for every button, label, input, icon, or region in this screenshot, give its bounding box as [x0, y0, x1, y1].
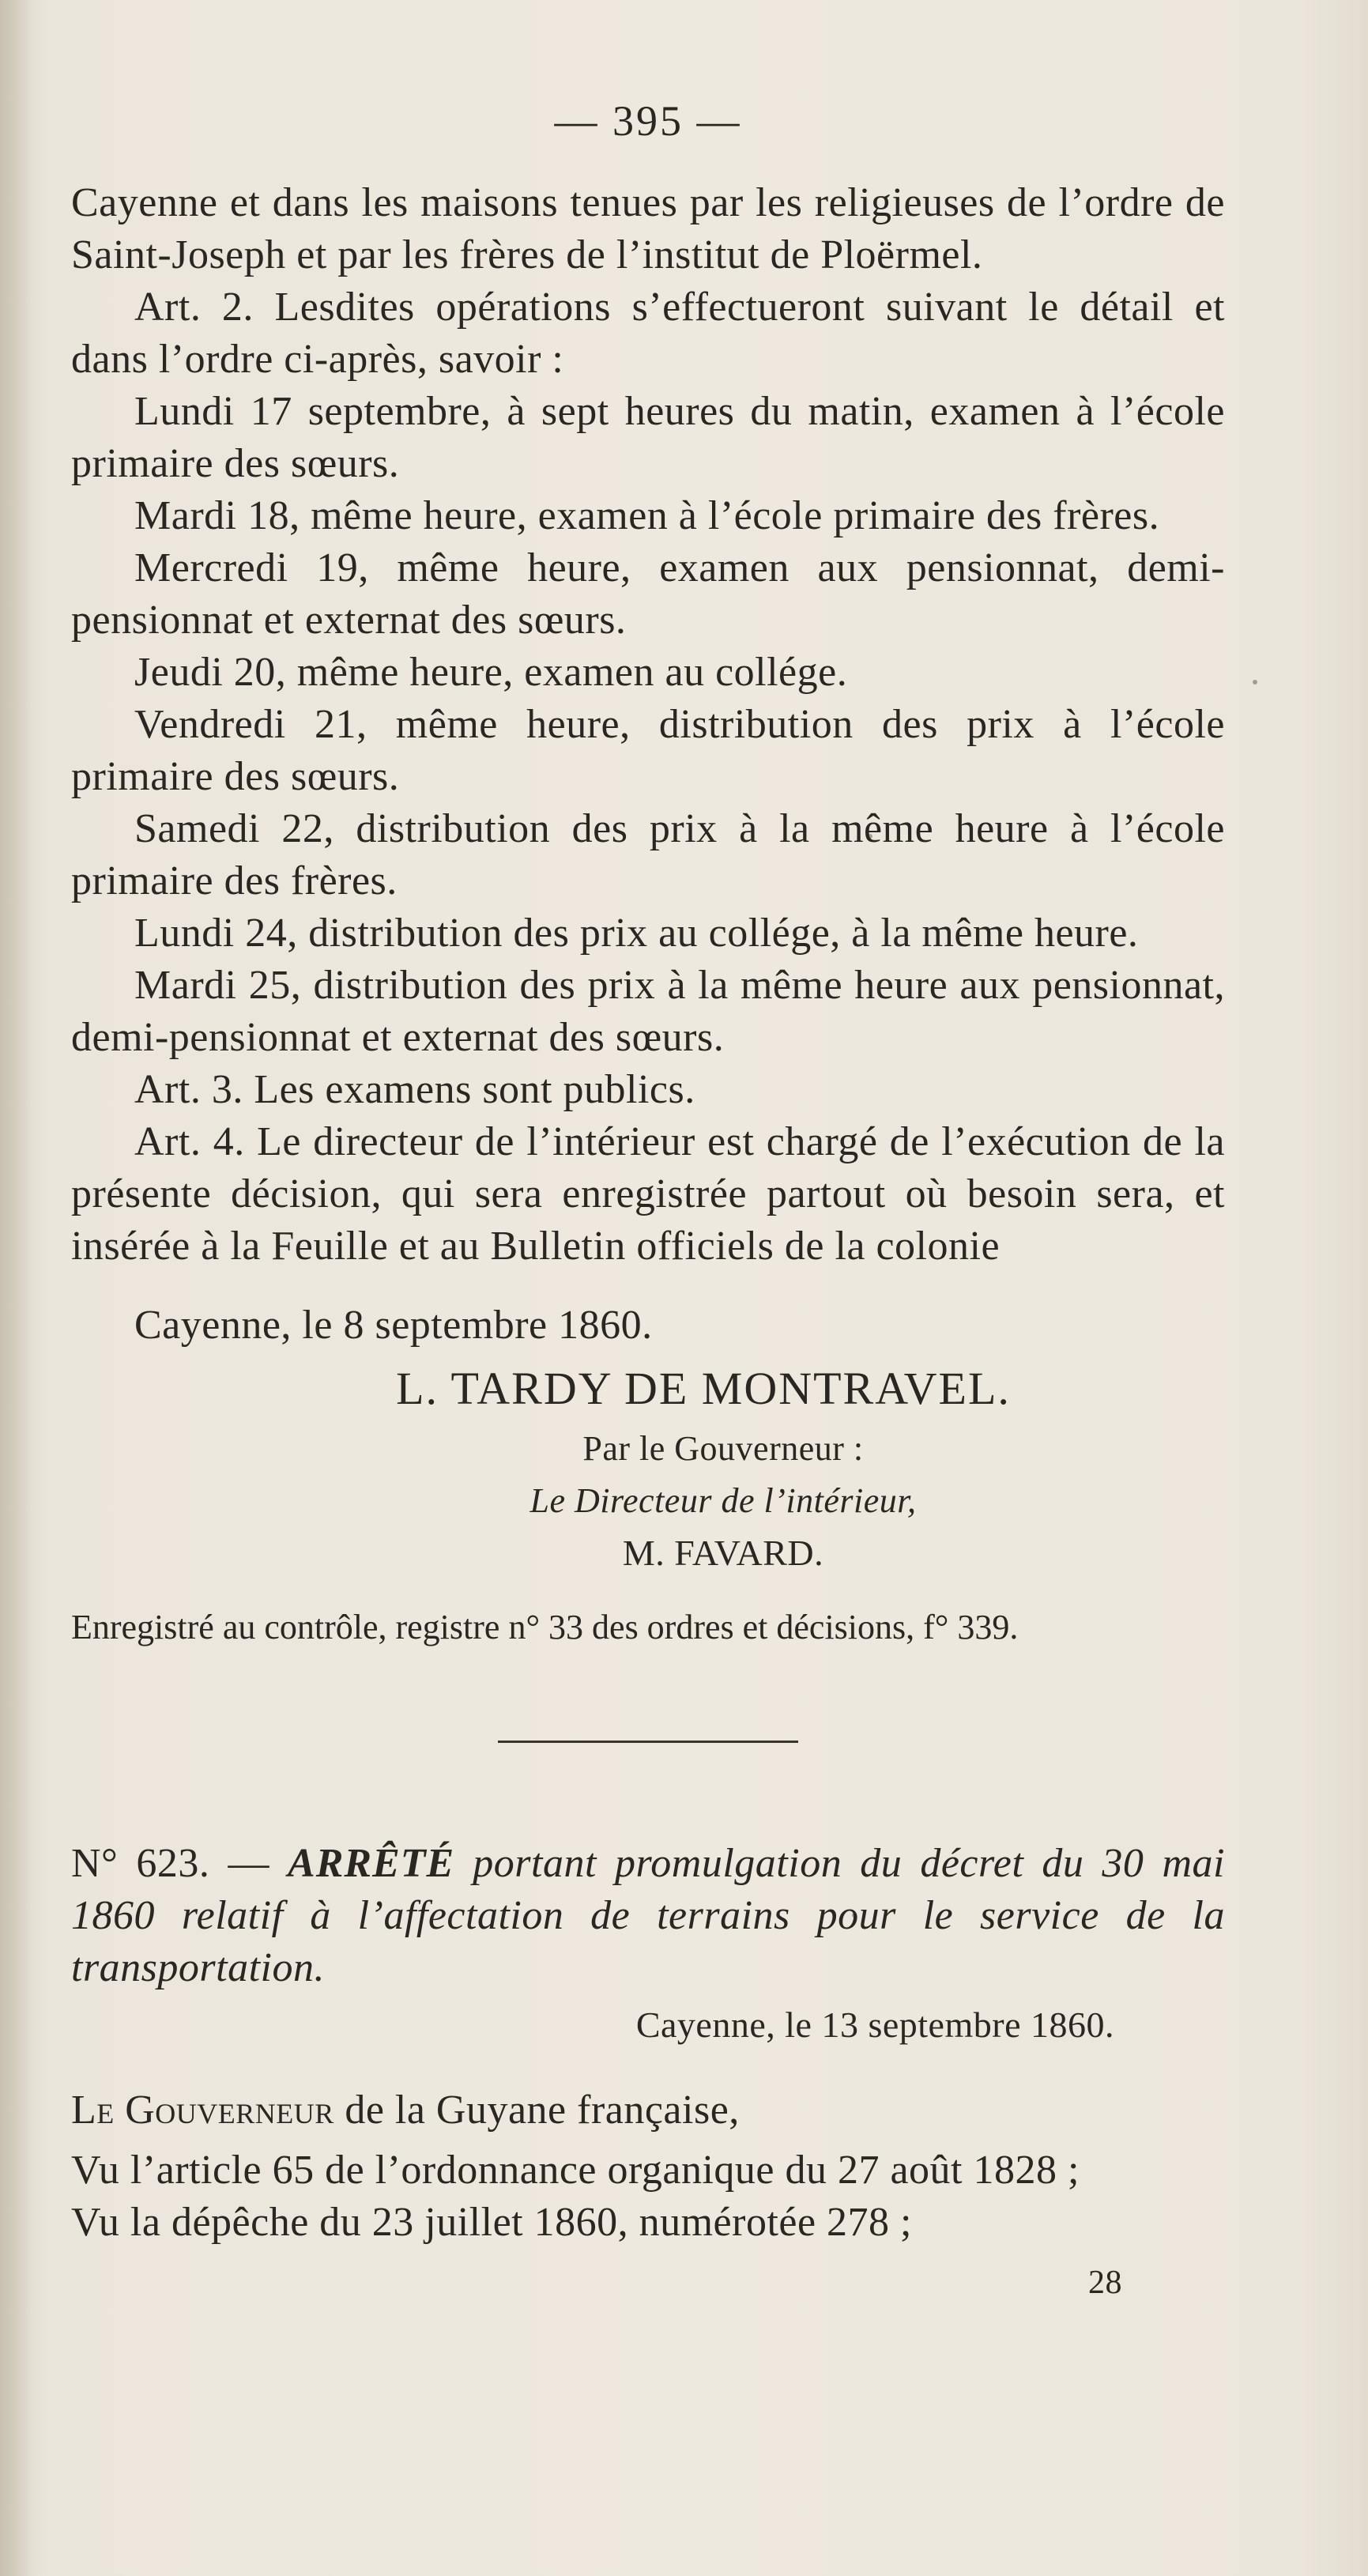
governor-line [71, 2084, 1225, 2137]
signature-mark: 28 [1088, 2265, 1122, 2301]
schedule-item: Mercredi 19, même heure, examen aux pensionnat, demi-pensionnat et externat des sœurs. [71, 545, 1225, 643]
signature-date: Cayenne, le 8 septembre 1860. [134, 1303, 653, 1348]
vu-line: Vu l’article 65 de l’ordonnance organique du 27 août 1828 ; [71, 2148, 1080, 2193]
page-number: — 395 — [554, 97, 742, 145]
section-divider [498, 1741, 798, 1743]
governor-title: Le Gouverneur [71, 2088, 334, 2133]
vu-line: Vu la dépêche du 23 juillet 1860, numérotée 278 ; [71, 2200, 912, 2245]
schedule-item: Jeudi 20, même heure, examen au collége. [134, 650, 848, 695]
paragraph-article-4: Art. 4. Le directeur de l’intérieur est chargé de l’exécution de la présente décision, qui sera enregistrée partout où besoin sera, et insérée à la Feuille et au Bulletin officiels de la colonie [71, 1119, 1225, 1269]
schedule-item: Mardi 25, distribution des prix à la même heure aux pensionnat, demi-pensionnat et externat des sœurs. [71, 963, 1225, 1060]
decree-title-keyword: ARRÊTÉ [288, 1841, 455, 1886]
document-body [71, 95, 1225, 2309]
director-name: M. FAVARD. [622, 1533, 824, 1573]
paragraph-article-2: Art. 2. Lesdites opérations s’effectueront suivant le détail et dans l’ordre ci-après, savoir : [71, 285, 1225, 382]
schedule-item: Vendredi 21, même heure, distribution des prix à l’école primaire des sœurs. [71, 702, 1225, 799]
schedule-item: Lundi 17 septembre, à sept heures du matin, examen à l’école primaire des sœurs. [71, 389, 1225, 486]
paragraph-intro: Cayenne et dans les maisons tenues par les religieuses de l’ordre de Saint-Joseph et par les frères de l’institut de Ploërmel. [71, 180, 1225, 277]
decree-title: portant promulgation du décret du 30 mai 1860 relatif à l’affectation de terrains pour le service de la transportation. [71, 1841, 1225, 1990]
director-title: Le Directeur de l’intérieur, [529, 1481, 917, 1520]
paper-speck [1253, 680, 1257, 685]
decree-number: N° 623. — [71, 1841, 269, 1886]
decree-date: Cayenne, le 13 septembre 1860. [635, 2005, 1114, 2045]
schedule-item: Lundi 24, distribution des prix au collége, à la même heure. [134, 911, 1139, 956]
governor-territory: de la Guyane française, [345, 2088, 740, 2133]
page-binding-shadow [0, 0, 32, 2576]
by-governor-label: Par le Gouverneur : [582, 1429, 864, 1468]
schedule-item: Mardi 18, même heure, examen à l’école primaire des frères. [134, 493, 1160, 538]
decree-heading [71, 1838, 1225, 1994]
paragraph-article-3: Art. 3. Les examens sont publics. [134, 1067, 695, 1112]
signatory-name: L. TARDY DE MONTRAVEL. [396, 1363, 1011, 1414]
schedule-item: Samedi 22, distribution des prix à la même heure à l’école primaire des frères. [71, 806, 1225, 903]
registry-note: Enregistré au contrôle, registre n° 33 des ordres et décisions, f° 339. [71, 1608, 1019, 1646]
